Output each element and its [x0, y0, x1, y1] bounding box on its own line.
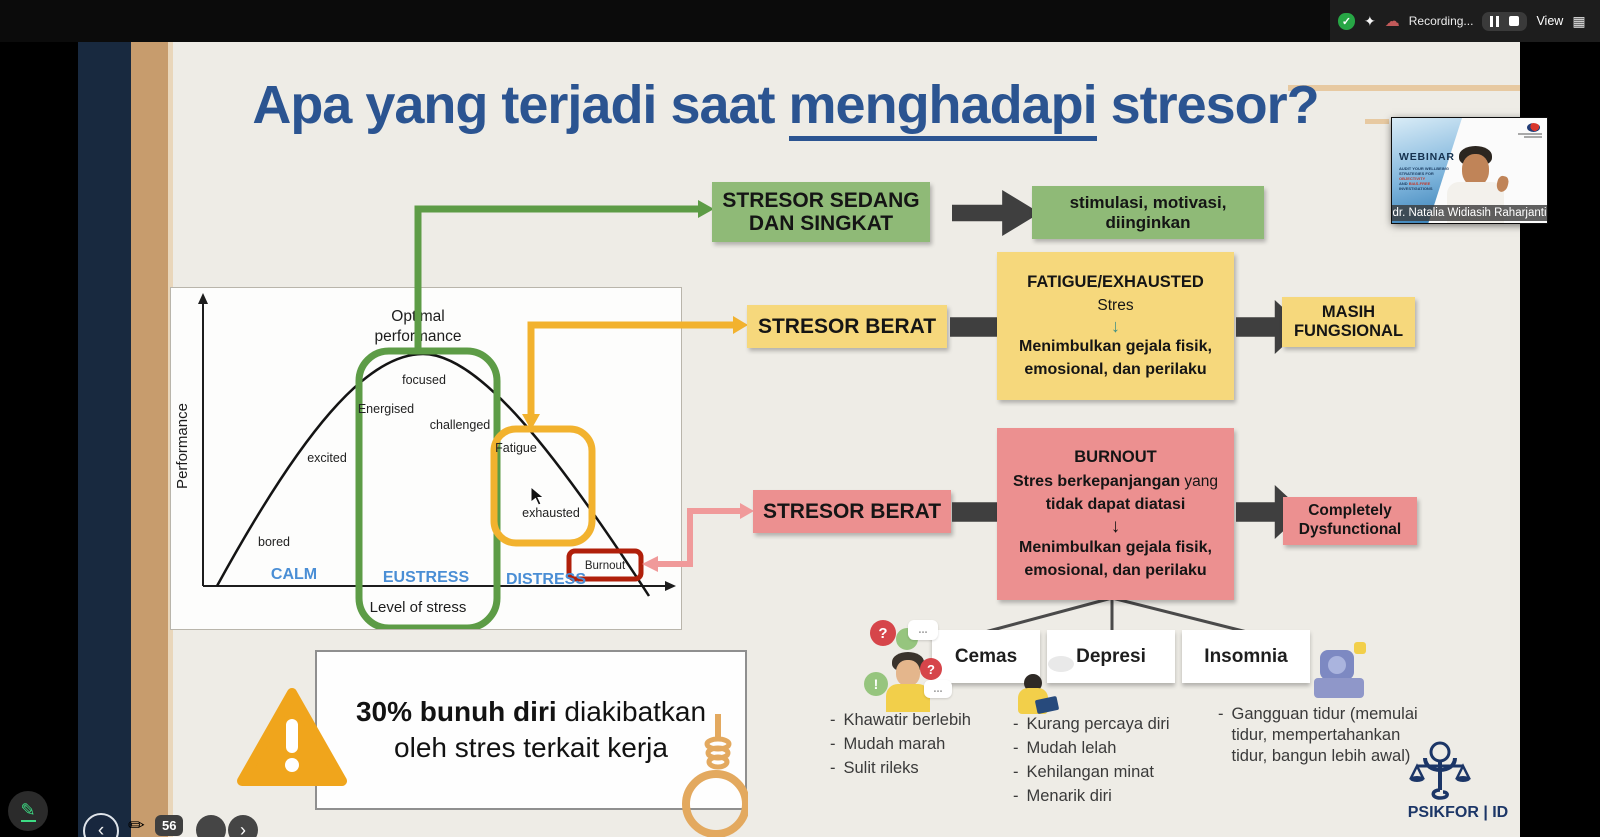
banner-line-3: AND BIAS-FREE INVESTIGATIONS	[1399, 181, 1433, 191]
question-bubble-icon-2	[920, 658, 942, 680]
stat-highlight: 30% bunuh diri	[355, 695, 557, 727]
speaker-name-tag: dr. Natalia Widiasih Raharjanti	[1392, 205, 1547, 221]
card-insomnia-label: Insomnia	[1204, 645, 1288, 667]
dysfunctional-line2: Dysfunctional	[1298, 521, 1402, 538]
cemas-item-1: Khawatir berlebih	[843, 711, 971, 729]
list-item	[830, 710, 1002, 731]
pause-recording-button[interactable]	[1490, 16, 1499, 27]
fatigue-box-line2: Menimbulkan gejala fisik,	[1019, 338, 1212, 355]
masih-line1: MASIH	[1321, 303, 1376, 322]
question-bubble-icon	[870, 620, 896, 646]
yellow-connector-arrowhead-right	[733, 316, 748, 334]
list-marker: -	[830, 735, 836, 754]
fatigue-box-title: FATIGUE/EXHAUSTED	[1027, 272, 1204, 291]
x-axis-label: Level of stress	[369, 599, 467, 616]
recording-controls	[1482, 12, 1527, 31]
exclaim-glyph: !	[873, 676, 879, 692]
title-underlined: menghadapi	[789, 75, 1097, 141]
chat-dots-bubble-2	[924, 680, 952, 698]
depresi-item-3: Kehilangan minat	[1026, 763, 1155, 782]
burnout-line1b: yang	[1180, 472, 1219, 490]
stresor-sedang-line1: STRESOR SEDANG	[722, 188, 920, 212]
burnout-line3: Menimbulkan gejala fisik,	[1019, 538, 1212, 556]
cemas-item-2: Mudah marah	[843, 735, 946, 754]
burnout-line1a: Stres berkepanjangan	[1012, 472, 1181, 490]
chart-svg	[171, 288, 681, 629]
list-item	[1013, 786, 1205, 807]
mouse-cursor	[530, 486, 546, 506]
exclaim-bubble-icon	[864, 672, 888, 696]
annotate-pencil-button[interactable]	[8, 791, 48, 831]
fatigue-exhausted-box	[997, 252, 1234, 400]
recording-status-label: Recording...	[1408, 14, 1474, 28]
list-marker: -	[1218, 705, 1224, 723]
dots-glyph: ...	[918, 624, 928, 636]
draw-tool-button[interactable]: ✏	[128, 815, 145, 837]
stimulasi-box	[1032, 186, 1264, 239]
question-glyph: ?	[878, 624, 888, 642]
point-energised: Energised	[357, 402, 415, 416]
meeting-topbar	[0, 0, 1600, 42]
list-item	[1218, 704, 1428, 767]
dots-glyph: ...	[933, 683, 943, 695]
fatigue-box-stres: Stres	[1097, 296, 1134, 314]
fatigue-box-line3: emosional, dan perilaku	[1024, 361, 1207, 379]
stresor-berat-box-2	[753, 490, 951, 533]
down-arrow-icon: ↓	[1111, 316, 1120, 336]
burnout-tree-lines	[985, 598, 1247, 632]
stat-rest: diakibatkan	[556, 695, 707, 727]
dysfunctional-line1: Completely	[1308, 502, 1392, 520]
title-post: stresor?	[1096, 75, 1319, 135]
point-challenged: challenged	[429, 418, 491, 432]
security-shield-icon[interactable]: ✓	[1338, 13, 1355, 30]
list-marker: -	[1013, 715, 1019, 733]
meeting-topbar-controls	[1330, 0, 1600, 42]
optimal-label-line1: Optimal	[391, 308, 445, 325]
list-marker: -	[1013, 787, 1019, 806]
banner-line-2: STRATEGIES FOR OBJECTIVITY	[1399, 171, 1434, 181]
point-focused: focused	[402, 373, 446, 387]
slide-left-tan-strip	[131, 42, 168, 837]
cemas-symptom-list	[830, 710, 1002, 782]
burnout-line2: tidak dapat diatasi	[1045, 496, 1186, 514]
point-exhausted: exhausted	[522, 506, 580, 520]
depresi-item-4: Menarik diri	[1026, 787, 1112, 806]
banner-line-1: AUDIT YOUR WELLBEING	[1399, 166, 1449, 171]
list-item	[1013, 738, 1205, 759]
y-axis-label: Performance	[174, 403, 191, 489]
cloud-recording-icon: ☁	[1384, 12, 1400, 30]
zone-calm: CALM	[270, 566, 318, 583]
zone-distress: DISTRESS	[505, 571, 587, 588]
masih-fungsional-box	[1282, 297, 1415, 347]
shared-slide	[78, 42, 1520, 837]
speaker-webcam[interactable]	[1392, 118, 1547, 223]
chat-dots-bubble	[908, 620, 938, 640]
slide-number-badge[interactable]: 56	[155, 815, 183, 836]
stimulasi-line1: stimulasi, motivasi,	[1069, 192, 1227, 212]
insomnia-item-1: Gangguan tidur (memulai tidur, mempertahankan tidur, bangun lebih awal)	[1231, 705, 1418, 766]
list-marker: -	[1013, 739, 1019, 758]
insomnia-illustration	[1314, 642, 1370, 712]
undo-arrow-button[interactable]: ‹	[83, 813, 119, 837]
zone-eustress: EUSTRESS	[382, 569, 470, 586]
depresi-item-2: Mudah lelah	[1026, 739, 1117, 758]
list-marker: -	[830, 711, 836, 729]
pencil-icon: ✎	[20, 799, 36, 820]
ai-companion-icon[interactable]: ✦	[1364, 12, 1376, 29]
stresor-sedang-box	[712, 182, 930, 242]
down-arrow-icon: ↓	[1110, 515, 1121, 537]
warning-triangle-icon	[236, 687, 348, 789]
next-slide-button[interactable]: ›	[228, 815, 258, 837]
flow-arrow	[952, 190, 1040, 236]
card-cemas-label: Cemas	[954, 645, 1018, 667]
stimulasi-line2: diinginkan	[1105, 212, 1191, 232]
stresor-berat-label-2: STRESOR BERAT	[762, 499, 942, 523]
webcam-org-logo	[1516, 123, 1542, 139]
pink-connector-arrowhead-right	[740, 503, 754, 519]
point-bored: bored	[258, 535, 290, 549]
card-insomnia	[1182, 630, 1310, 683]
list-item	[1013, 714, 1205, 735]
depresi-item-1: Kurang percaya diri	[1026, 715, 1170, 733]
point-burnout: Burnout	[584, 560, 626, 572]
burnout-line4: emosional, dan perilaku	[1024, 561, 1207, 579]
point-excited: excited	[307, 451, 347, 465]
insomnia-symptom-list	[1218, 704, 1428, 770]
y-axis-arrow	[198, 293, 208, 304]
stresor-berat-label-1: STRESOR BERAT	[757, 314, 937, 338]
card-depresi-label: Depresi	[1076, 645, 1146, 667]
burnout-box-title: BURNOUT	[1074, 448, 1157, 467]
cemas-item-3: Sulit rileks	[843, 759, 919, 778]
slide-left-navy-strip	[78, 42, 131, 837]
depressed-person-illustration	[1018, 652, 1078, 722]
question-glyph: ?	[927, 661, 935, 677]
depresi-symptom-list	[1013, 714, 1205, 810]
stress-performance-chart	[170, 287, 682, 630]
optimal-label-line2: performance	[374, 328, 462, 345]
stresor-berat-box-1	[747, 305, 947, 348]
psikfor-logo	[1405, 740, 1475, 802]
masih-line2: FUNGSIONAL	[1293, 322, 1404, 340]
view-grid-icon[interactable]: ▦	[1572, 12, 1586, 29]
list-item	[830, 734, 1002, 755]
stresor-sedang-line2: DAN SINGKAT	[748, 212, 894, 235]
slide-title	[188, 74, 1383, 136]
noose-icon	[678, 714, 748, 837]
list-item	[830, 758, 1002, 779]
stop-recording-button[interactable]	[1509, 16, 1519, 26]
title-pre: Apa yang terjadi saat	[252, 75, 789, 135]
webinar-banner-title: WEBINAR	[1399, 151, 1455, 163]
x-axis-arrow	[665, 581, 676, 591]
psikfor-brand-text: PSIKFOR | ID	[1407, 804, 1509, 821]
control-button[interactable]	[196, 815, 226, 837]
list-item	[1013, 762, 1205, 783]
list-marker: -	[830, 759, 836, 778]
stat-line2: oleh stres terkait kerja	[394, 732, 668, 763]
burnout-box	[997, 428, 1234, 600]
view-button[interactable]: View	[1536, 14, 1564, 28]
list-marker: -	[1013, 763, 1019, 782]
completely-dysfunctional-box	[1283, 497, 1417, 545]
point-fatigue: Fatigue	[495, 441, 537, 455]
